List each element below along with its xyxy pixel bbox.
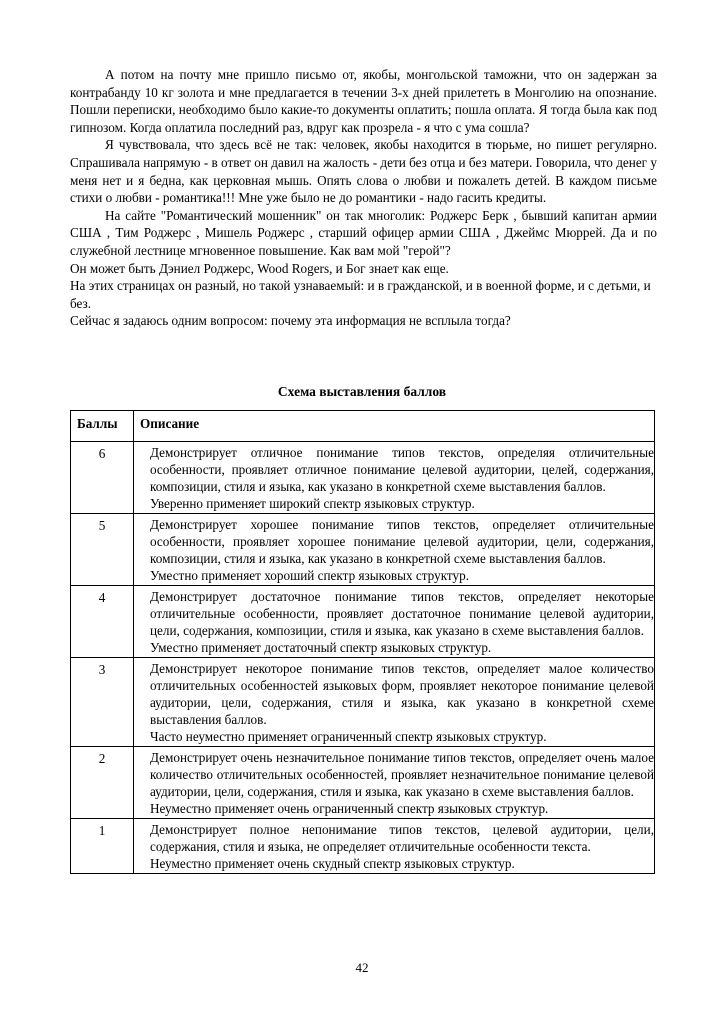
paragraph-5: На этих страницах он разный, но такой узнаваемый: и в гражданской, и в военной форме, и с детьми, и без. xyxy=(70,278,651,311)
column-header-description: Описание xyxy=(134,411,655,442)
language-skills-text: Уместно применяет достаточный спектр языковых структур. xyxy=(150,640,492,655)
description-text: Демонстрирует полное непонимание типов текстов, целевой аудитории, цели, содержания, стиля и языка, не определяет отличительные особенности текста. xyxy=(150,822,654,854)
table-row xyxy=(71,747,655,819)
score-cell: 6 xyxy=(71,442,134,514)
score-cell: 1 xyxy=(71,819,134,874)
description-text: Демонстрирует отличное понимание типов текстов, определяя отличительные особенности, проявляет отличное понимание целевой аудитории, целей, содержания, композиции, стиля и языка, как указано в конкретной схеме выставления баллов. xyxy=(150,445,654,494)
table-row xyxy=(71,442,655,514)
description-cell xyxy=(134,747,655,819)
paragraph-6: Сейчас я задаюсь одним вопросом: почему эта информация не всплыла тогда? xyxy=(70,313,511,329)
section-title: Схема выставления баллов xyxy=(277,384,447,399)
column-header-score: Баллы xyxy=(71,411,134,442)
description-cell xyxy=(134,442,655,514)
paragraph-4: Он может быть Дэниел Роджерс, Wood Rogers, и Бог знает как еще. xyxy=(70,260,449,276)
description-cell xyxy=(134,586,655,658)
paragraph-2: Я чувствовала, что здесь всё не так: человек, якобы находится в тюрьме, но пишет регулярно. Спрашивала напрямую - в ответ он давил на жалость - дети без отца и без матери. Говорила, что денег у меня нет и я бедна, как церковная мышь. Опять слова о любви и пожалеть детей. В каждом письме стихи о любви - романтика!!! Мне уже было не до романтики - надо гасить кредиты. xyxy=(70,137,657,206)
description-text: Демонстрирует хорошее понимание типов текстов, определяет отличительные особенности, проявляет хорошее понимание целевой аудитории, цели, содержания, композиции, стиля и языка, как указано в конкретной схеме выставления баллов. xyxy=(150,517,654,566)
score-cell: 5 xyxy=(71,514,134,586)
description-cell xyxy=(134,819,655,874)
page-number: 42 xyxy=(355,960,369,975)
language-skills-text: Уместно применяет хороший спектр языковых структур. xyxy=(150,568,470,583)
language-skills-text: Часто неуместно применяет ограниченный спектр языковых структур. xyxy=(150,729,547,744)
table-row xyxy=(71,586,655,658)
paragraph-3: На сайте "Романтический мошенник" он так многолик: Роджерс Берк , бывший капитан армии США , Тим Роджерс , Мишель Роджерс , старший офицер армии США , Джеймс Мюррей. Да и по служебной лестнице мгновенное повышение. Как вам мой "герой"? xyxy=(70,207,657,258)
language-skills-text: Неуместно применяет очень скудный спектр языковых структур. xyxy=(150,856,515,871)
description-text: Демонстрирует очень незначительное понимание типов текстов, определяет очень малое количество отличительных особенностей, проявляет незначительное понимание целевой аудитории, цели, содержания, стиля и языка, как указано в схеме выставления баллов. xyxy=(150,750,654,799)
table-row xyxy=(71,514,655,586)
table-row xyxy=(71,658,655,747)
table-header-row xyxy=(71,411,655,442)
score-cell: 3 xyxy=(71,658,134,747)
score-cell: 2 xyxy=(71,747,134,819)
description-cell xyxy=(134,514,655,586)
description-cell xyxy=(134,658,655,747)
description-text: Демонстрирует некоторое понимание типов текстов, определяет малое количество отличительных особенностей языковых форм, проявляет некоторое понимание целевой аудитории, цели, содержания, стиля и языка, как указано в конкретной схеме выставления баллов. xyxy=(150,661,654,727)
grading-scheme-table xyxy=(70,410,655,874)
language-skills-text: Неуместно применяет очень ограниченный спектр языковых структур. xyxy=(150,801,549,816)
description-text: Демонстрирует достаточное понимание типов текстов, определяет некоторые отличительные особенности, проявляет достаточное понимание целевой аудитории, цели, содержания, композиции, стиля и языка, как указано в схеме выставления баллов. xyxy=(150,589,654,638)
score-cell: 4 xyxy=(71,586,134,658)
body-text xyxy=(70,66,657,330)
paragraph-1: А потом на почту мне пришло письмо от, якобы, монгольской таможни, что он задержан за контрабанду 10 кг золота и мне предлагается в течении 3-х дней прилететь в Монголию на опознание. Пошли переписки, необходимо было какие-то документы оплатить; пошла оплата. Я тогда была как под гипнозом. Когда оплатила последний раз, вдруг как прозрела - я что с ума сошла? xyxy=(70,67,657,135)
table-row xyxy=(71,819,655,874)
language-skills-text: Уверенно применяет широкий спектр языковых структур. xyxy=(150,496,475,511)
